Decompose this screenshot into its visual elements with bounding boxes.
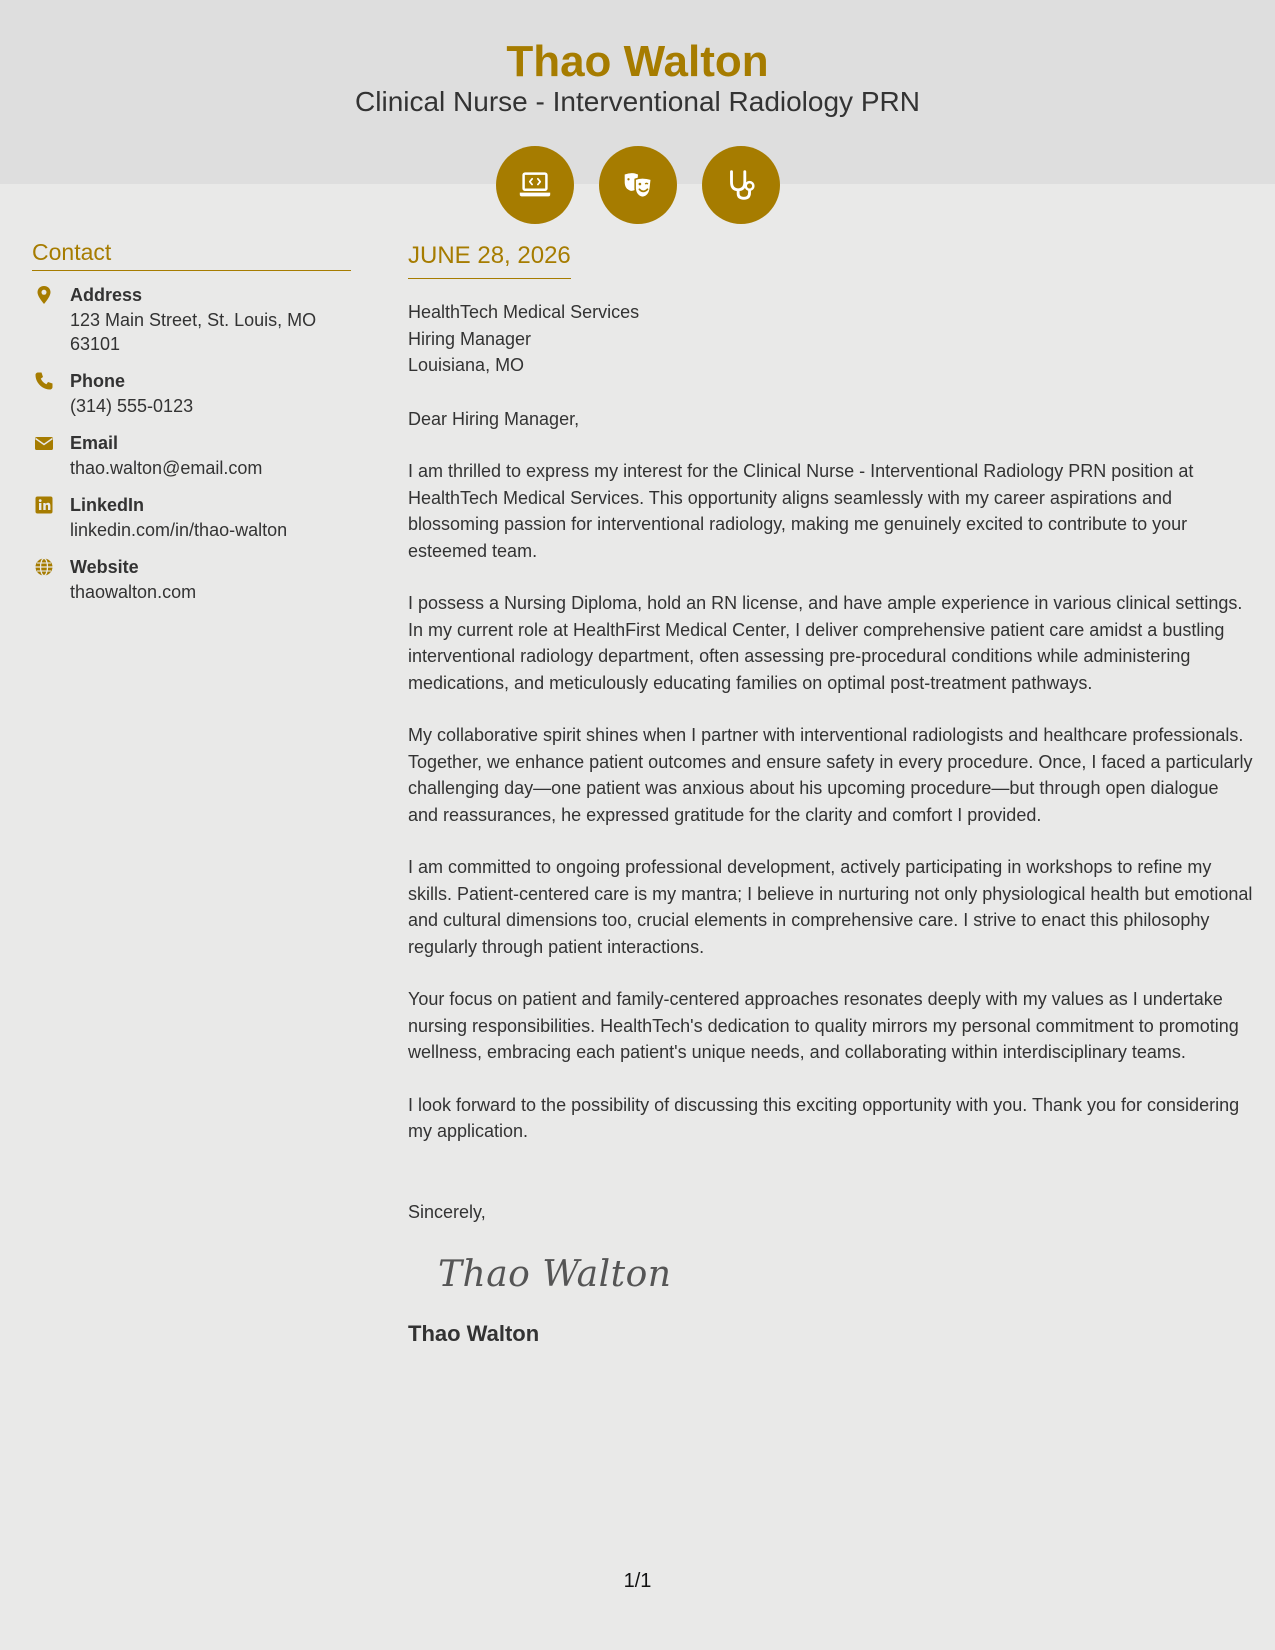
recipient-role: Hiring Manager [408,328,532,349]
address-value: 123 Main Street, St. Louis, MO 63101 [70,310,317,354]
phone-value: (314) 555-0123 [70,396,194,416]
paragraph-values: Your focus on patient and family-centered approaches resonates deeply with my values as I undertake nursing responsibilities. HealthTech's dedication to quality mirrors my personal commitment to promoting wellness, embracing each patient's unique needs, and collaborating within interdisciplinary teams. [408,989,1239,1062]
linkedin-icon [32,493,70,542]
phone-icon [32,369,70,418]
contact-label: Phone [70,371,126,391]
website-value: thaowalton.com [70,582,197,602]
globe-icon [32,555,70,604]
map-pin-icon [32,283,70,356]
contact-label: Address [70,285,143,305]
paragraph-closing: I look forward to the possibility of discussing this exciting opportunity with you. Thank you for considering my application. [408,1094,1240,1141]
contact-item-phone [32,369,351,418]
contact-list [32,283,351,604]
recipient-block [408,299,1253,379]
linkedin-value: linkedin.com/in/thao-walton [70,520,288,540]
recipient-location: Louisiana, MO [408,355,525,375]
paragraph-development: I am committed to ongoing professional development, actively participating in workshops to refine my skills. Patient-centered care is my mantra; I believe in nurturing not only physiological health but emotional and cultural dimensions too, crucial elements in comprehensive care. I strive to enact this philosophy regularly through patient interactions. [408,857,1253,957]
stethoscope-icon [702,146,780,224]
recipient-company: HealthTech Medical Services [408,302,640,322]
paragraph-qualifications: I possess a Nursing Diploma, hold an RN license, and have ample experience in various clinical settings. In my current role at HealthFirst Medical Center, I deliver comprehensive patient care amidst a bustling interventional radiology department, often assessing pre-procedural conditions while administering medications, and meticulously educating families on optimal post-treatment pathways. [408,593,1243,693]
header-icon-row [0,146,1275,224]
job-title: Clinical Nurse - Interventional Radiology PRN [355,86,920,117]
contact-label: Email [70,433,119,453]
contact-item-address [32,283,351,356]
contact-item-email [32,431,351,480]
paragraph-collaboration: My collaborative spirit shines when I partner with interventional radiologists and healthcare professionals. Together, we enhance patient outcomes and ensure safety in every procedure. Once, I faced a particularly challenging day—one patient was anxious about his upcoming procedure—but through open dialogue and reassurances, he expressed gratitude for the clarity and comfort I provided. [408,725,1253,825]
sidebar [32,238,351,617]
page-number: 1/1 [623,1570,652,1592]
closing: Sincerely, [408,1201,486,1222]
signature: Thao Walton [438,1254,672,1295]
paragraph-interest: I am thrilled to express my interest for the Clinical Nurse - Interventional Radiology PRN position at HealthTech Medical Services. This opportunity aligns seamlessly with my career aspirations and blossoming passion for interventional radiology, making me genuinely excited to contribute to your esteemed team. [408,461,1194,561]
contact-item-linkedin [32,493,351,542]
letter-date: JUNE 28, 2026 [408,240,571,279]
theater-masks-icon [599,146,677,224]
letter-body [408,240,1253,1349]
contact-label: LinkedIn [70,495,145,515]
contact-heading: Contact [32,238,351,271]
contact-label: Website [70,557,139,577]
laptop-code-icon [496,146,574,224]
salutation: Dear Hiring Manager, [408,408,580,429]
applicant-name: Thao Walton [506,37,769,86]
envelope-icon [32,431,70,480]
email-value: thao.walton@email.com [70,458,263,478]
signed-name: Thao Walton [408,1321,540,1346]
contact-item-website [32,555,351,604]
